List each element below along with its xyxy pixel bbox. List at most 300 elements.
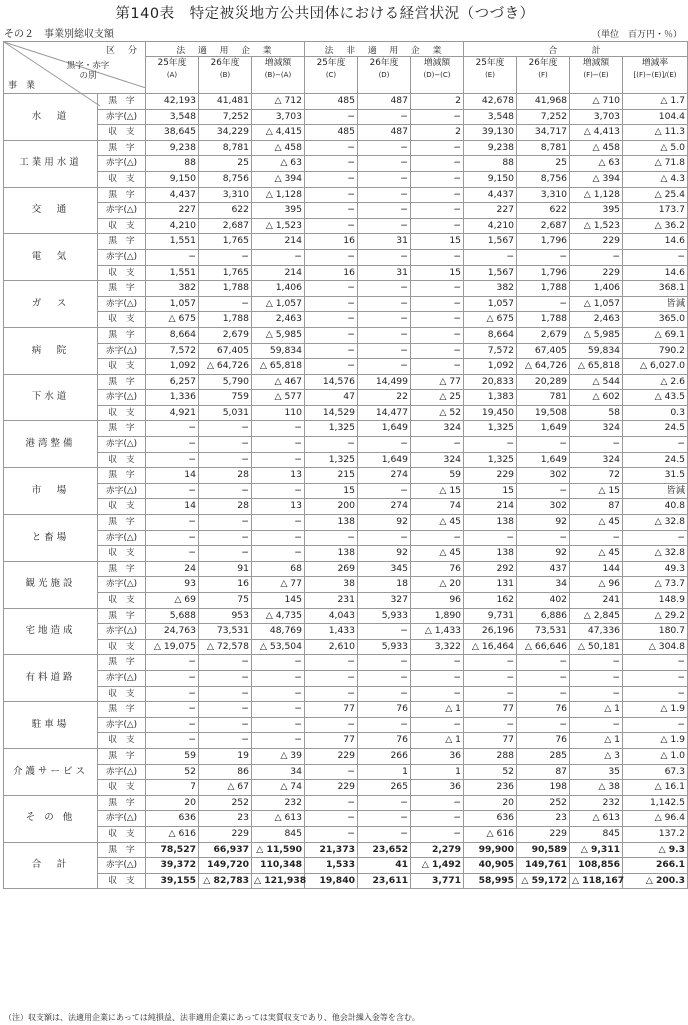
table-cell: △ 63 bbox=[570, 156, 623, 172]
table-cell: − bbox=[517, 249, 570, 265]
table-cell: 137.2 bbox=[623, 826, 688, 842]
table-cell: 485 bbox=[305, 125, 358, 141]
unit-label: （単位 百万円・％） bbox=[591, 30, 682, 40]
table-cell: 214 bbox=[464, 499, 517, 515]
table-cell: 4,437 bbox=[146, 187, 199, 203]
table-cell: − bbox=[623, 686, 688, 702]
table-cell: − bbox=[305, 156, 358, 172]
table-cell: △ 73.7 bbox=[623, 577, 688, 593]
table-cell: 88 bbox=[146, 156, 199, 172]
table-cell: 8,664 bbox=[146, 327, 199, 343]
table-cell: 18 bbox=[358, 577, 411, 593]
table-row bbox=[4, 624, 688, 640]
column-header bbox=[411, 57, 464, 94]
row-kind-label: 赤字(△) bbox=[98, 109, 146, 125]
category-label: 病 院 bbox=[4, 327, 98, 374]
table-cell: 1,092 bbox=[464, 359, 517, 375]
table-cell: △ 9,311 bbox=[570, 842, 623, 858]
table-cell: 1 bbox=[411, 764, 464, 780]
table-cell: 68 bbox=[252, 561, 305, 577]
table-cell: 266.1 bbox=[623, 858, 688, 874]
table-cell: 3,771 bbox=[411, 873, 464, 889]
table-cell: 622 bbox=[199, 203, 252, 219]
table-cell: − bbox=[411, 655, 464, 671]
table-cell: 5,933 bbox=[358, 608, 411, 624]
header-kubun: 区 分 bbox=[105, 46, 139, 56]
table-cell: 15 bbox=[305, 483, 358, 499]
table-cell: − bbox=[199, 249, 252, 265]
table-row bbox=[4, 608, 688, 624]
column-header-label: 25年度 bbox=[475, 58, 505, 68]
row-kind-label: 赤字(△) bbox=[98, 624, 146, 640]
table-cell: 327 bbox=[358, 593, 411, 609]
table-cell: 5,031 bbox=[199, 405, 252, 421]
row-kind-label: 収 支 bbox=[98, 218, 146, 234]
table-cell: 14,499 bbox=[358, 374, 411, 390]
table-cell: 173.7 bbox=[623, 203, 688, 219]
table-cell: − bbox=[358, 437, 411, 453]
table-cell: △ 32.8 bbox=[623, 515, 688, 531]
table-cell: △ 2.6 bbox=[623, 374, 688, 390]
table-cell: − bbox=[305, 281, 358, 297]
table-cell: − bbox=[570, 686, 623, 702]
table-row bbox=[4, 546, 688, 562]
table-row bbox=[4, 733, 688, 749]
table-cell: 67,405 bbox=[199, 343, 252, 359]
column-header-label: 増減額 bbox=[423, 58, 451, 68]
table-cell: 99,900 bbox=[464, 842, 517, 858]
table-cell: 231 bbox=[305, 593, 358, 609]
table-cell: △ 9.3 bbox=[623, 842, 688, 858]
table-cell: 31.5 bbox=[623, 468, 688, 484]
table-cell: 229 bbox=[305, 748, 358, 764]
row-kind-label: 収 支 bbox=[98, 639, 146, 655]
table-row bbox=[4, 312, 688, 328]
category-label: 観光施設 bbox=[4, 561, 98, 608]
row-kind-label: 黒 字 bbox=[98, 374, 146, 390]
column-header bbox=[305, 57, 358, 94]
table-cell: − bbox=[358, 717, 411, 733]
table-cell: 1,567 bbox=[464, 265, 517, 281]
table-cell: − bbox=[411, 343, 464, 359]
category-label: ガ ス bbox=[4, 281, 98, 328]
table-cell: 38,645 bbox=[146, 125, 199, 141]
table-cell: 8,756 bbox=[517, 171, 570, 187]
table-cell: △ 710 bbox=[570, 94, 623, 110]
table-cell: − bbox=[305, 249, 358, 265]
table-cell: − bbox=[358, 826, 411, 842]
table-cell: 5,688 bbox=[146, 608, 199, 624]
table-cell: 42,193 bbox=[146, 94, 199, 110]
table-cell: 3,310 bbox=[199, 187, 252, 203]
table-cell: 138 bbox=[464, 515, 517, 531]
header-corner bbox=[4, 42, 146, 94]
table-cell: 7,252 bbox=[199, 109, 252, 125]
table-cell: − bbox=[517, 483, 570, 499]
row-kind-label: 収 支 bbox=[98, 686, 146, 702]
table-row bbox=[4, 249, 688, 265]
table-cell: 252 bbox=[517, 795, 570, 811]
table-cell: 622 bbox=[517, 203, 570, 219]
table-cell: 13 bbox=[252, 468, 305, 484]
table-cell: △ 544 bbox=[570, 374, 623, 390]
table-cell: − bbox=[146, 717, 199, 733]
table-cell: 229 bbox=[464, 468, 517, 484]
table-cell: 38 bbox=[305, 577, 358, 593]
table-cell: △ 4.3 bbox=[623, 171, 688, 187]
column-header-formula: (F)−(E) bbox=[583, 71, 609, 79]
table-cell: 4,437 bbox=[464, 187, 517, 203]
table-cell: 14,477 bbox=[358, 405, 411, 421]
table-cell: 93 bbox=[146, 577, 199, 593]
table-cell: − bbox=[146, 546, 199, 562]
table-cell: 皆減 bbox=[623, 483, 688, 499]
table-cell: 229 bbox=[199, 826, 252, 842]
table-cell: 1,057 bbox=[464, 296, 517, 312]
table-cell: 292 bbox=[464, 561, 517, 577]
table-cell: − bbox=[305, 811, 358, 827]
table-cell: 20,833 bbox=[464, 374, 517, 390]
table-cell: 1,788 bbox=[517, 312, 570, 328]
row-kind-label: 赤字(△) bbox=[98, 577, 146, 593]
table-row bbox=[4, 171, 688, 187]
row-kind-label: 黒 字 bbox=[98, 187, 146, 203]
table-cell: △ 19,075 bbox=[146, 639, 199, 655]
column-header-label: 26年度 bbox=[528, 58, 558, 68]
table-cell: − bbox=[623, 670, 688, 686]
table-cell: − bbox=[464, 530, 517, 546]
table-row bbox=[4, 670, 688, 686]
table-cell: − bbox=[570, 530, 623, 546]
table-cell: 58,995 bbox=[464, 873, 517, 889]
table-row bbox=[4, 187, 688, 203]
column-header-label: 増減率 bbox=[641, 58, 669, 68]
table-cell: − bbox=[411, 171, 464, 187]
table-cell: △ 25.4 bbox=[623, 187, 688, 203]
table-cell: − bbox=[199, 296, 252, 312]
business-balance-table bbox=[3, 41, 688, 889]
table-cell: 781 bbox=[517, 390, 570, 406]
table-cell: − bbox=[358, 530, 411, 546]
table-cell: 48,769 bbox=[252, 624, 305, 640]
table-cell: 1,433 bbox=[305, 624, 358, 640]
table-cell: 145 bbox=[252, 593, 305, 609]
table-cell: − bbox=[146, 702, 199, 718]
column-header-label: 26年度 bbox=[210, 58, 240, 68]
table-row bbox=[4, 421, 688, 437]
table-cell: − bbox=[146, 437, 199, 453]
table-cell: 19,840 bbox=[305, 873, 358, 889]
table-cell: − bbox=[358, 624, 411, 640]
table-cell: 91 bbox=[199, 561, 252, 577]
table-cell: − bbox=[305, 670, 358, 686]
table-cell: 52 bbox=[146, 764, 199, 780]
table-cell: 24.5 bbox=[623, 421, 688, 437]
group-header: 合 計 bbox=[464, 42, 688, 57]
table-cell: − bbox=[411, 203, 464, 219]
table-row bbox=[4, 826, 688, 842]
table-subtitle: その２ 事業別総収支額 bbox=[4, 29, 114, 40]
table-cell: 76 bbox=[411, 561, 464, 577]
table-cell: △ 577 bbox=[252, 390, 305, 406]
table-cell: − bbox=[305, 171, 358, 187]
table-cell: − bbox=[411, 281, 464, 297]
row-kind-label: 黒 字 bbox=[98, 468, 146, 484]
table-cell: 15 bbox=[464, 483, 517, 499]
table-row bbox=[4, 343, 688, 359]
column-header-label: 増減額 bbox=[264, 58, 292, 68]
table-row bbox=[4, 359, 688, 375]
table-cell: △ 4,415 bbox=[252, 125, 305, 141]
table-row bbox=[4, 140, 688, 156]
table-cell: 35 bbox=[570, 764, 623, 780]
table-cell: − bbox=[199, 655, 252, 671]
table-cell: − bbox=[358, 187, 411, 203]
table-row bbox=[4, 717, 688, 733]
table-cell: − bbox=[358, 171, 411, 187]
table-cell: 皆減 bbox=[623, 296, 688, 312]
table-row bbox=[4, 873, 688, 889]
table-cell: 4,921 bbox=[146, 405, 199, 421]
table-cell: 365.0 bbox=[623, 312, 688, 328]
table-cell: 1,383 bbox=[464, 390, 517, 406]
table-cell: 1,649 bbox=[358, 421, 411, 437]
table-cell: 1,788 bbox=[199, 312, 252, 328]
table-cell: △ 71.8 bbox=[623, 156, 688, 172]
table-cell: − bbox=[199, 686, 252, 702]
table-cell: 34 bbox=[252, 764, 305, 780]
table-cell: △ 96.4 bbox=[623, 811, 688, 827]
table-cell: 67.3 bbox=[623, 764, 688, 780]
table-row bbox=[4, 437, 688, 453]
column-header-formula: (A) bbox=[166, 71, 178, 79]
category-label: 下水道 bbox=[4, 374, 98, 421]
table-cell: − bbox=[252, 655, 305, 671]
table-cell: − bbox=[411, 686, 464, 702]
table-cell: 3,703 bbox=[252, 109, 305, 125]
table-cell: △ 66,646 bbox=[517, 639, 570, 655]
table-cell: − bbox=[146, 421, 199, 437]
table-cell: − bbox=[623, 530, 688, 546]
table-cell: − bbox=[199, 702, 252, 718]
table-cell: − bbox=[411, 437, 464, 453]
table-cell: − bbox=[411, 156, 464, 172]
table-cell: − bbox=[199, 437, 252, 453]
table-cell: − bbox=[358, 296, 411, 312]
table-row bbox=[4, 655, 688, 671]
table-cell: △ 1.0 bbox=[623, 748, 688, 764]
row-kind-label: 収 支 bbox=[98, 733, 146, 749]
table-cell: − bbox=[517, 437, 570, 453]
table-cell: 13 bbox=[252, 499, 305, 515]
table-cell: − bbox=[570, 249, 623, 265]
table-cell: △ 53,504 bbox=[252, 639, 305, 655]
table-cell: 1,406 bbox=[252, 281, 305, 297]
table-cell: △ 32.8 bbox=[623, 546, 688, 562]
category-label: 有料道路 bbox=[4, 655, 98, 702]
table-cell: 144 bbox=[570, 561, 623, 577]
table-cell: − bbox=[411, 530, 464, 546]
row-kind-label: 収 支 bbox=[98, 546, 146, 562]
table-cell: △ 613 bbox=[252, 811, 305, 827]
table-cell: − bbox=[464, 670, 517, 686]
table-cell: − bbox=[411, 109, 464, 125]
table-cell: − bbox=[517, 717, 570, 733]
table-cell: 1,551 bbox=[146, 265, 199, 281]
row-kind-label: 赤字(△) bbox=[98, 670, 146, 686]
table-cell: 302 bbox=[517, 468, 570, 484]
table-cell: 14.6 bbox=[623, 234, 688, 250]
table-cell: − bbox=[252, 437, 305, 453]
table-cell: − bbox=[252, 702, 305, 718]
table-cell: − bbox=[570, 717, 623, 733]
table-cell: 345 bbox=[358, 561, 411, 577]
table-cell: − bbox=[305, 203, 358, 219]
table-cell: 28 bbox=[199, 499, 252, 515]
table-cell: − bbox=[358, 156, 411, 172]
table-cell: − bbox=[411, 359, 464, 375]
table-cell: − bbox=[146, 452, 199, 468]
table-cell: 636 bbox=[464, 811, 517, 827]
table-cell: 241 bbox=[570, 593, 623, 609]
table-cell: 77 bbox=[305, 702, 358, 718]
table-cell: − bbox=[411, 140, 464, 156]
table-cell: − bbox=[199, 421, 252, 437]
table-cell: 2,687 bbox=[199, 218, 252, 234]
table-cell: 1,796 bbox=[517, 234, 570, 250]
table-cell: △ 467 bbox=[252, 374, 305, 390]
row-kind-label: 黒 字 bbox=[98, 608, 146, 624]
table-row bbox=[4, 639, 688, 655]
table-cell: − bbox=[252, 717, 305, 733]
table-cell: 232 bbox=[252, 795, 305, 811]
table-cell: △ 65,818 bbox=[252, 359, 305, 375]
table-cell: △ 38 bbox=[570, 780, 623, 796]
table-cell: 40.8 bbox=[623, 499, 688, 515]
category-label: 電 気 bbox=[4, 234, 98, 281]
table-cell: − bbox=[199, 546, 252, 562]
table-cell: △ 45 bbox=[411, 546, 464, 562]
table-cell: − bbox=[517, 686, 570, 702]
table-cell: 41,968 bbox=[517, 94, 570, 110]
category-label: 工業用水道 bbox=[4, 140, 98, 187]
column-header-formula: (C) bbox=[325, 71, 337, 79]
category-label: 水 道 bbox=[4, 94, 98, 141]
table-cell: − bbox=[252, 452, 305, 468]
table-cell: △ 1,523 bbox=[252, 218, 305, 234]
table-cell: 76 bbox=[517, 702, 570, 718]
table-cell: 59,834 bbox=[252, 343, 305, 359]
table-cell: 368.1 bbox=[623, 281, 688, 297]
table-cell: 26,196 bbox=[464, 624, 517, 640]
table-cell: △ 64,726 bbox=[199, 359, 252, 375]
table-cell: 302 bbox=[517, 499, 570, 515]
table-cell: − bbox=[305, 218, 358, 234]
table-cell: 636 bbox=[146, 811, 199, 827]
table-cell: △ 394 bbox=[570, 171, 623, 187]
table-cell: 90,589 bbox=[517, 842, 570, 858]
table-cell: − bbox=[464, 655, 517, 671]
category-label: 港湾整備 bbox=[4, 421, 98, 468]
table-cell: − bbox=[358, 670, 411, 686]
table-cell: 138 bbox=[464, 546, 517, 562]
table-cell: − bbox=[358, 655, 411, 671]
table-cell: 1,890 bbox=[411, 608, 464, 624]
table-cell: 77 bbox=[464, 733, 517, 749]
table-cell: △ 5.0 bbox=[623, 140, 688, 156]
table-cell: 41 bbox=[358, 858, 411, 874]
table-cell: △ 25 bbox=[411, 390, 464, 406]
table-cell: 138 bbox=[305, 515, 358, 531]
table-cell: 3,548 bbox=[146, 109, 199, 125]
table-cell: 76 bbox=[517, 733, 570, 749]
table-cell: 7 bbox=[146, 780, 199, 796]
table-row bbox=[4, 468, 688, 484]
table-row bbox=[4, 795, 688, 811]
row-kind-label: 赤字(△) bbox=[98, 249, 146, 265]
table-cell: 41,481 bbox=[199, 94, 252, 110]
table-cell: 66,937 bbox=[199, 842, 252, 858]
row-kind-label: 赤字(△) bbox=[98, 156, 146, 172]
table-cell: △ 43.5 bbox=[623, 390, 688, 406]
table-cell: 845 bbox=[252, 826, 305, 842]
category-label: 市 場 bbox=[4, 468, 98, 515]
table-cell: 87 bbox=[517, 764, 570, 780]
table-cell: − bbox=[411, 187, 464, 203]
table-cell: △ 63 bbox=[252, 156, 305, 172]
category-label: 合 計 bbox=[4, 842, 98, 889]
table-cell: 36 bbox=[411, 748, 464, 764]
table-cell: − bbox=[305, 717, 358, 733]
row-kind-label: 赤字(△) bbox=[98, 530, 146, 546]
table-cell: 9,150 bbox=[146, 171, 199, 187]
table-cell: 485 bbox=[305, 94, 358, 110]
table-cell: − bbox=[146, 483, 199, 499]
table-cell: △ 1 bbox=[411, 733, 464, 749]
row-kind-label: 赤字(△) bbox=[98, 858, 146, 874]
table-cell: − bbox=[146, 249, 199, 265]
table-cell: 92 bbox=[358, 515, 411, 531]
row-kind-label: 収 支 bbox=[98, 593, 146, 609]
table-cell: 2,679 bbox=[199, 327, 252, 343]
table-cell: △ 394 bbox=[252, 171, 305, 187]
table-cell: △ 200.3 bbox=[623, 873, 688, 889]
table-cell: − bbox=[411, 670, 464, 686]
table-cell: − bbox=[464, 437, 517, 453]
column-header bbox=[146, 57, 199, 94]
table-cell: 34,229 bbox=[199, 125, 252, 141]
table-cell: 180.7 bbox=[623, 624, 688, 640]
table-cell: 149,720 bbox=[199, 858, 252, 874]
table-cell: − bbox=[623, 717, 688, 733]
table-cell: 214 bbox=[252, 265, 305, 281]
table-cell: △ 118,167 bbox=[570, 873, 623, 889]
category-label: 駐車場 bbox=[4, 702, 98, 749]
table-cell: 324 bbox=[570, 421, 623, 437]
table-row bbox=[4, 686, 688, 702]
row-kind-label: 収 支 bbox=[98, 780, 146, 796]
table-cell: 77 bbox=[464, 702, 517, 718]
table-cell: − bbox=[199, 483, 252, 499]
table-cell: △ 69 bbox=[146, 593, 199, 609]
table-cell: 1,533 bbox=[305, 858, 358, 874]
table-cell: − bbox=[252, 670, 305, 686]
table-cell: 16 bbox=[199, 577, 252, 593]
row-kind-label: 収 支 bbox=[98, 826, 146, 842]
table-cell: △ 2,845 bbox=[570, 608, 623, 624]
table-cell: 3,310 bbox=[517, 187, 570, 203]
table-cell: △ 16.1 bbox=[623, 780, 688, 796]
